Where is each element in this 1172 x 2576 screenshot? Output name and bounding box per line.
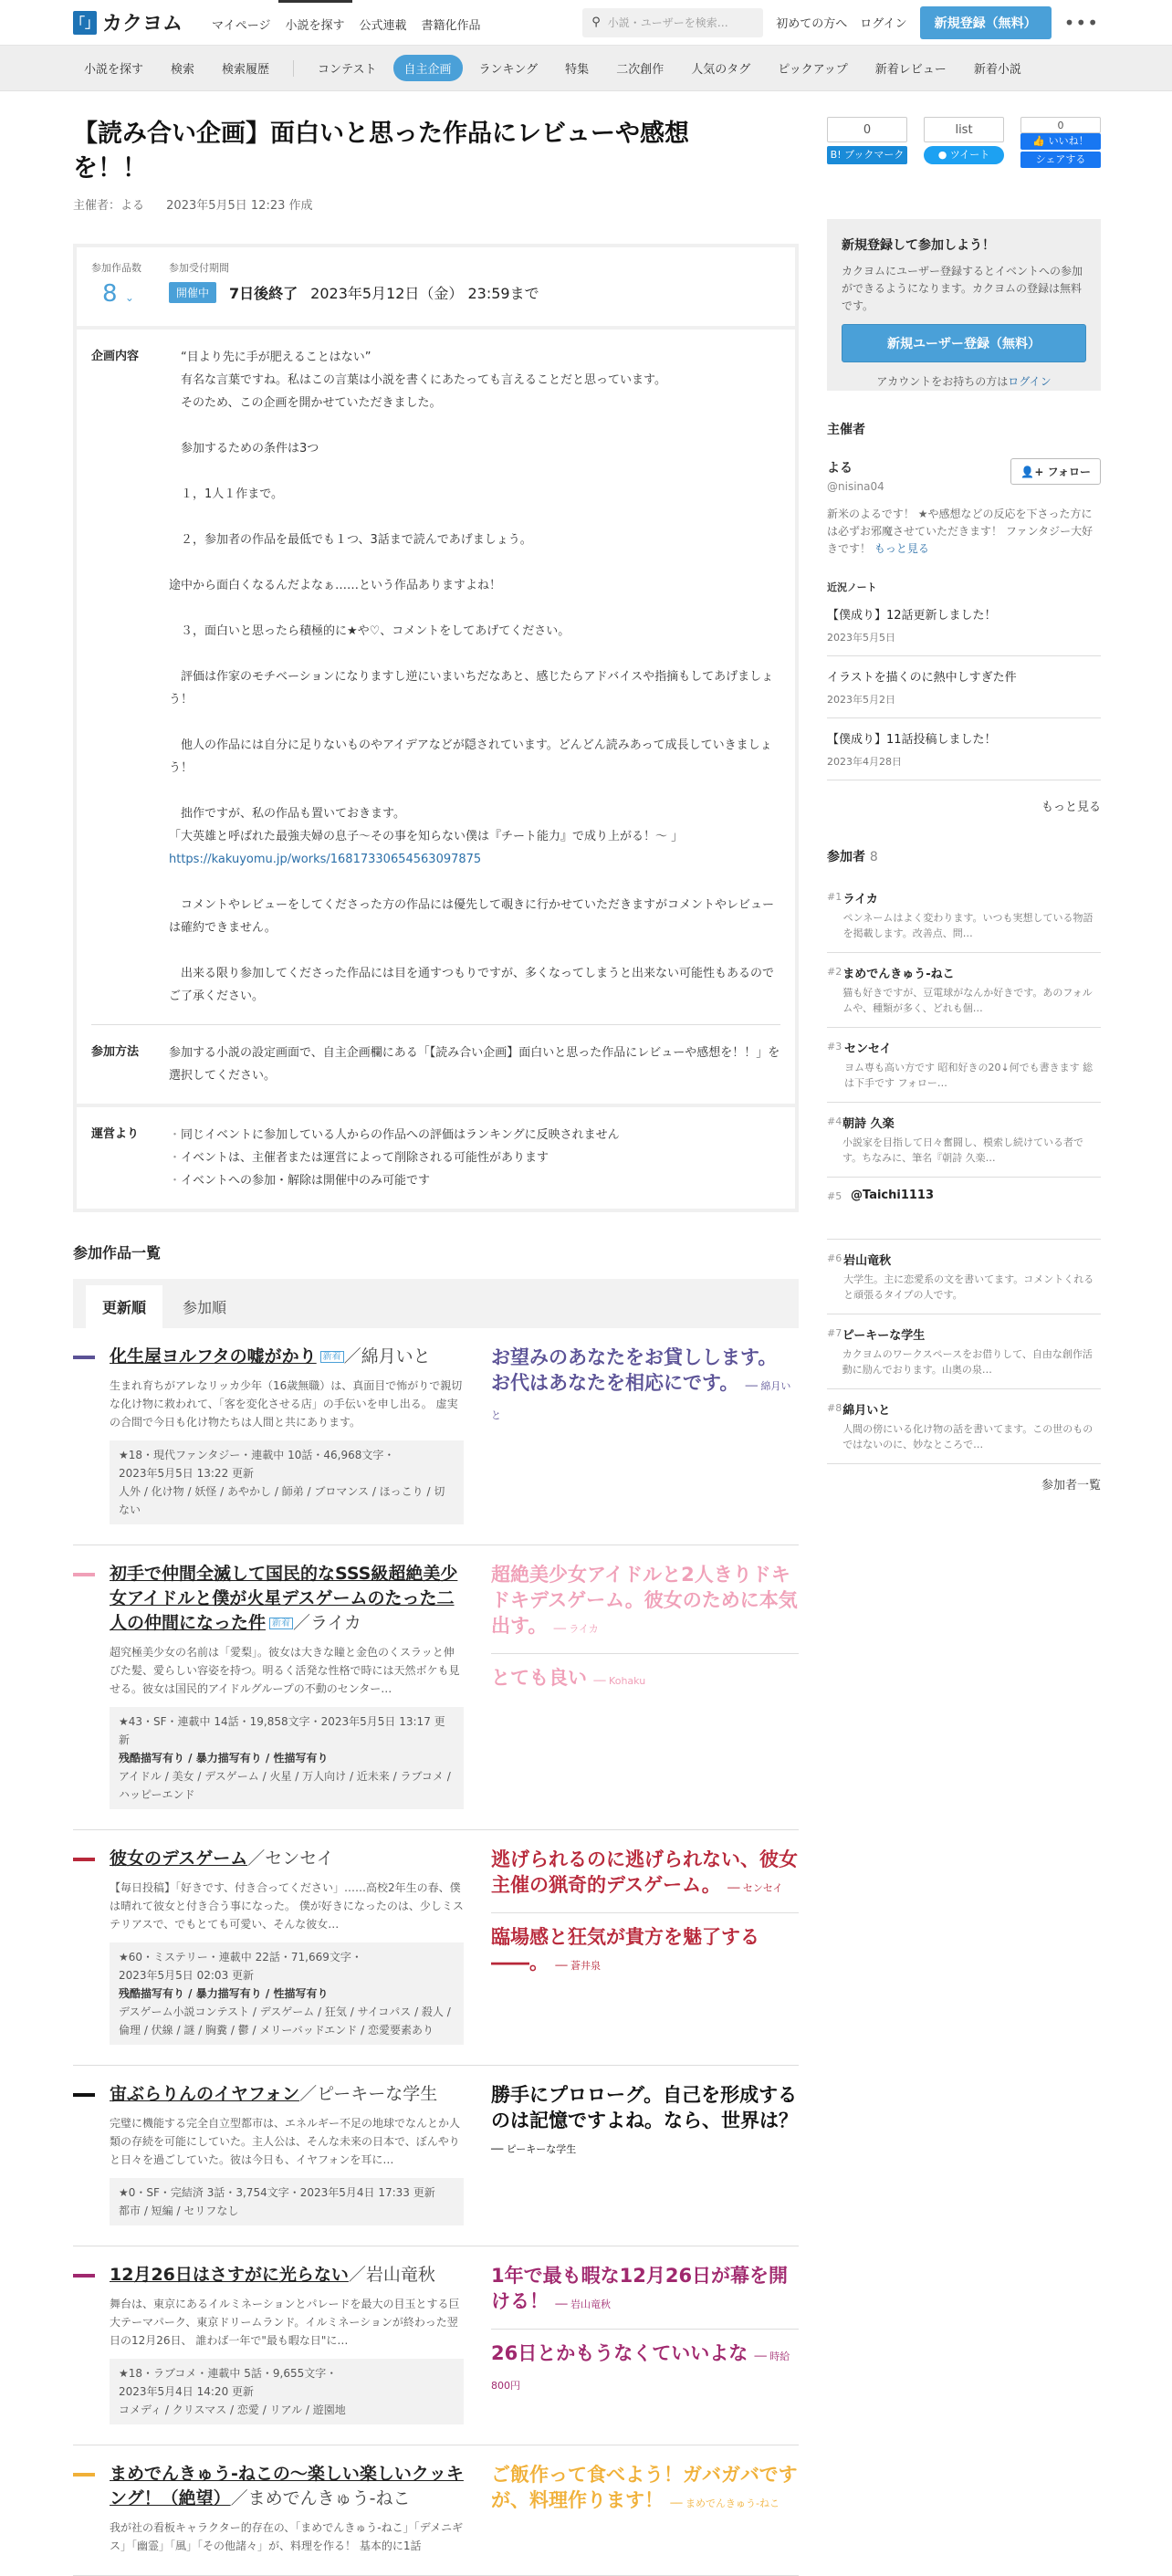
desc-line: 評価は作家のモチベーションになりますし逆にいまいちだなあと、感じたらアドバイスや指摘もしてあげましょう！	[169, 670, 774, 707]
catch-text: 26日とかもうなくていいよな	[491, 2342, 748, 2364]
follow-button[interactable]	[1010, 458, 1101, 485]
follow-icon: 👤+	[1020, 466, 1044, 478]
work-author[interactable]: ／ライカ	[293, 1613, 361, 1633]
desc-line	[169, 780, 780, 802]
work-item	[73, 2445, 799, 2576]
work-description: 我が社の看板キャラクター的存在の、「まめでんきゅう-ねこ」「デメニギス」「幽霊」「風」「その他諸々」が、料理を作る！ 基本的に1話	[110, 2521, 464, 2552]
participant-rank: #3	[827, 1041, 842, 1052]
new-badge: 新着	[320, 1351, 344, 1363]
participants-more-link[interactable]: 参加者一覧	[1041, 1479, 1101, 1492]
register-button[interactable]: 新規登録（無料）	[920, 6, 1052, 39]
desc-line: “目より先に手が肥えることはない”	[169, 351, 371, 364]
work-title-link[interactable]: 12月26日はさすがに光らない	[110, 2265, 349, 2285]
work-item	[73, 2066, 799, 2246]
participant-name: 綿月いと	[842, 1404, 891, 1418]
remaining-days: 7日後終了	[229, 285, 298, 302]
work-color-bar	[73, 2093, 95, 2097]
note-title: 【僕成り】11話投稿しました！	[827, 733, 997, 747]
work-info	[110, 1440, 464, 1524]
share-buttons	[827, 117, 1101, 168]
works-tabs	[73, 1279, 799, 1328]
participant-rank: #2	[827, 966, 842, 978]
desc-line	[169, 506, 780, 529]
desc-line	[169, 597, 780, 620]
work-info	[110, 2178, 464, 2225]
like-count: 0	[1020, 117, 1101, 133]
note-title: 【僕成り】12話更新しました！	[827, 609, 997, 623]
work-item	[73, 1328, 799, 1545]
participant-item[interactable]	[827, 1240, 1101, 1314]
catch-text: お望みのあなたをお貸しします。 お代はあなたを相応にです。	[491, 1346, 778, 1394]
work-title-link[interactable]: 彼女のデスゲーム	[110, 1848, 248, 1869]
site-logo[interactable]	[73, 8, 183, 37]
method-label: 参加方法	[91, 1045, 140, 1059]
rules-list	[169, 1124, 620, 1192]
more-menu-icon[interactable]: •••	[1063, 11, 1099, 34]
work-color-bar	[73, 1356, 95, 1359]
participant-rank: #6	[827, 1252, 842, 1264]
work-author[interactable]: ／綿月いと	[343, 1346, 431, 1367]
tweet-label: ツイート	[949, 149, 990, 161]
participant-name: ライカ	[842, 893, 878, 906]
catchphrase	[491, 1653, 799, 1694]
rules-label: 運営より	[91, 1127, 140, 1141]
desc-line	[169, 871, 780, 894]
signup-text: カクヨムにユーザー登録するとイベントへの参加ができるようになります。カクヨムの登録は無料です。	[842, 265, 1083, 312]
work-info-line: 残酷描写有り / 暴力描写有り / 性描写有り	[119, 1752, 329, 1764]
desc-line: コメントやレビューをしてくださった方の作品には優先して覗きに行かせていただきますがコメントやレビューは確約できません。	[169, 898, 775, 935]
login-prompt: アカウントをお持ちの方は	[876, 375, 1009, 388]
participant-desc: 猫も好きですが、豆電球がなんか好きです。あのフォルムや、種類が多く、どれも個…	[842, 987, 1093, 1014]
first-time-link[interactable]: 初めての方へ	[776, 17, 848, 31]
participant-desc: ヨム専も高い方です 昭和好きの20↓何でも書きます 総は下手です フォロー…	[843, 1062, 1094, 1089]
desc-line	[169, 414, 780, 437]
subnav-search[interactable]: 検索	[171, 63, 195, 77]
catch-author[interactable]: ── Kohaku	[593, 1675, 646, 1687]
catchphrase	[491, 2462, 799, 2517]
desc-line: そのため、この企画を開かせていただきました。	[169, 396, 442, 410]
subnav-fanfic[interactable]: 二次創作	[616, 63, 664, 77]
desc-line: 拙作ですが、私の作品も置いておきます。	[169, 807, 405, 821]
works-list	[73, 1328, 799, 2576]
subnav-events[interactable]: 自主企画	[393, 55, 463, 81]
subnav-find[interactable]: 小説を探す	[84, 63, 144, 77]
subnav-new-novels[interactable]: 新着小説	[973, 63, 1021, 77]
subnav-tags[interactable]: 人気のタグ	[691, 63, 751, 77]
page-title: 【読み合い企画】面白いと思った作品にレビューや感想を！！	[73, 120, 689, 183]
participant-item[interactable]	[827, 878, 1101, 953]
follow-label: フォロー	[1047, 466, 1091, 478]
participant-name: まめでんきゅう-ねこ	[842, 968, 955, 981]
catchphrase	[491, 1562, 799, 1642]
note-date: 2023年4月28日	[827, 756, 902, 768]
catch-author[interactable]: ── センセイ	[727, 1882, 783, 1894]
signup-login-link[interactable]: ログイン	[1008, 375, 1052, 388]
work-info-line: ★18・ラブコメ・連載中 5話・9,655文字・	[119, 2367, 338, 2380]
participant-desc: ペンネームはよく変わります。いつも実想している物語を掲載します。改善点、問…	[842, 912, 1094, 939]
subnav-history[interactable]: 検索履歴	[222, 63, 270, 77]
catchphrase	[491, 2082, 799, 2162]
work-description: 生まれ育ちがアレなリッカ少年（16歳無職）は、真面目で怖がりで親切な化け物に救われて、「客を変化させる店」の手伝いを申し出る。 虚実の合間で今日も化け物たちは人間と共にあります。	[110, 1379, 463, 1429]
created-date: 2023年5月5日 12:23 作成	[166, 199, 313, 213]
work-title-link[interactable]: 初手で仲間全滅して国民的なSSS級超絶美少女アイドルと僕が火星デスゲームのたった二人の仲間になった件	[110, 1564, 458, 1633]
fb-share-button[interactable]: シェアする	[1020, 152, 1101, 168]
count-label: 参加作品数	[91, 262, 141, 274]
note-item[interactable]	[827, 718, 1101, 780]
desc-line: 他人の作品には自分に足りないものやアイデアなどが隠されています。どんどん読みあって成長していきましょう！	[169, 738, 772, 775]
login-link[interactable]: ログイン	[860, 17, 907, 31]
desc-line: 参加するための条件は3つ	[169, 442, 319, 456]
catch-text: 勝手にプロローグ。自己を形成するのは記憶ですよね。なら、世界は？	[491, 2084, 798, 2131]
participant-desc: カクヨムのワークスペースをお借りして、自由な創作活動に励んでおります。山奥の泉…	[842, 1348, 1093, 1376]
work-title-link[interactable]: 化生屋ヨルフタの嘘がかり	[110, 1346, 317, 1367]
work-author[interactable]: ／まめでんきゅう-ねこ	[230, 2488, 411, 2508]
work-info-line: 2023年5月5日 13:22 更新	[119, 1467, 255, 1480]
logo-mark: 「」	[73, 11, 97, 35]
rule-item: ・ イベントへの参加・解除は開催中のみ可能です	[169, 1169, 620, 1192]
participant-item[interactable]	[827, 1314, 1101, 1389]
participants-title: 参加者	[827, 850, 865, 864]
catch-author[interactable]: ── 岩山竜秋	[555, 2299, 612, 2310]
participant-name: 岩山竜秋	[843, 1254, 892, 1268]
search-icon: ⚲	[591, 16, 601, 29]
period-label: 参加受付期間	[169, 262, 229, 274]
participants-count: 8	[869, 850, 878, 864]
host-more-link[interactable]: もっと見る	[874, 542, 929, 555]
desc-line	[169, 551, 780, 574]
signup-title: 新規登録して参加しよう！	[842, 238, 995, 253]
work-info-line: 残酷描写有り / 暴力描写有り / 性描写有り	[119, 1987, 329, 2000]
rule-item: ・ イベントは、主催者または運営によって削除される可能性があります	[169, 1147, 620, 1169]
catch-author[interactable]: ── ピーキーな学生	[491, 2143, 577, 2155]
method-text: 参加する小説の設定画面で、自主企画欄にある「【読み合い企画】面白いと思った作品にレビューや感想を！！」を選択してください。	[169, 1046, 780, 1083]
notes-more-link[interactable]: もっと見る	[1041, 801, 1101, 814]
work-title-link[interactable]: まめでんきゅう-ねこの〜楽しい楽しいクッキング！（絶望）	[110, 2464, 464, 2508]
work-color-bar	[73, 1573, 95, 1576]
desc-line	[169, 643, 780, 665]
nav-find-novels[interactable]: 小説を探す	[278, 0, 352, 46]
host-card	[827, 458, 1101, 814]
catch-text: 1年で最も暇な12月26日が幕を開ける！	[491, 2265, 789, 2312]
catch-text: とても良い	[491, 1667, 587, 1689]
work-info	[110, 1942, 464, 2045]
rule-item: ・ 同じイベントに参加している人からの作品への評価はランキングに反映されません	[169, 1124, 620, 1147]
subnav-feature[interactable]: 特集	[565, 63, 590, 77]
signup-button[interactable]: 新規ユーザー登録（無料）	[842, 324, 1086, 362]
desc-line: 有名な言葉ですね。私はこの言葉は小説を書くにあたっても言えることだと思っています。	[169, 373, 666, 387]
desc-line: ２，参加者の作品を最低でも１つ、3話まで読んであげましょう。	[169, 533, 532, 547]
host-label: 主催者：よる	[73, 199, 145, 213]
tab-updated[interactable]: 更新順	[86, 1285, 162, 1328]
participant-rank: #5	[827, 1190, 842, 1202]
catchphrase	[491, 1912, 799, 1979]
host-bio: 新米のよるです！ ★や感想などの反応を下さった方には必ずお邪魔させていただきます！ ファンタジー大好きです！	[827, 508, 1094, 555]
desc-line	[169, 711, 780, 734]
participant-item[interactable]	[827, 1103, 1101, 1178]
sidebar	[827, 117, 1101, 1492]
tab-joined[interactable]: 参加順	[183, 1299, 227, 1316]
end-date: 2023年5月12日（金） 23:59まで	[310, 285, 539, 302]
nav-mypage[interactable]: マイページ	[212, 18, 271, 33]
list-button[interactable]: list	[924, 117, 1004, 142]
catchphrase	[491, 2263, 799, 2318]
desc-line: 途中から面白くなるんだよなぁ……という作品ありますよね！	[169, 579, 502, 592]
work-info-line: アイドル / 美女 / デスゲーム / 火星 / 万人向け / 近未来 / ラブコメ / ハッピーエンド	[119, 1770, 451, 1801]
top-nav	[204, 0, 488, 46]
main-column	[73, 117, 799, 2576]
catch-text: 超絶美少女アイドルと2人きりドキドキデスゲーム。彼女のために本気出す。	[491, 1564, 798, 1637]
work-title-link[interactable]: 宙ぶらりんのイヤフォン	[110, 2084, 300, 2104]
work-color-bar	[73, 2473, 95, 2477]
catch-text: 逃げられるのに逃げられない、彼女主催の猟奇的デスゲーム。	[491, 1848, 798, 1896]
participant-rank: #1	[827, 891, 842, 903]
logo-text: カクヨム	[102, 13, 183, 36]
work-info-line: ★43・SF・連載中 14話・19,858文字・2023年5月5日 13:17 更新	[119, 1715, 445, 1746]
work-description: 超究極美少女の名前は「愛梨」。彼女は大きな瞳と金色のくスラッと伸びた髪、愛らしい容姿を持つ。明るく活発な性格で時には天然ボケも見せる。彼女は国民的アイドルグループの不動のセンター…	[110, 1646, 460, 1695]
participant-desc: 大学生。主に恋愛系の文を書いてます。コメントくれると頑張るタイプの人です。	[843, 1273, 1094, 1301]
works-heading: 参加作品一覧	[73, 1244, 162, 1262]
work-info-line: コメディ / クリスマス / 恋愛 / リアル / 遊園地	[119, 2403, 346, 2416]
work-info-line: 2023年5月4日 14:20 更新	[119, 2385, 255, 2398]
subnav-reviews[interactable]: 新着レビュー	[874, 63, 947, 77]
work-info-line: 2023年5月5日 02:03 更新	[119, 1969, 255, 1982]
subnav-contest[interactable]: コンテスト	[318, 63, 377, 77]
participants-list	[827, 878, 1101, 1464]
host-name[interactable]: よる	[827, 461, 853, 476]
participant-name: センセイ	[843, 1042, 892, 1056]
work-author[interactable]: ／センセイ	[247, 1848, 334, 1869]
work-url-link[interactable]: https://kakuyomu.jp/works/16817330654563097875	[169, 853, 482, 866]
desc-line: 「大英雄と呼ばれた最強夫婦の息子～その事を知らない僕は『チート能力』で成り上がる！～ 」	[169, 830, 684, 843]
subnav-divider	[293, 60, 294, 77]
hatena-count: 0	[827, 117, 907, 142]
work-author[interactable]: ／ピーキーな学生	[299, 2084, 438, 2104]
host-id: @nisina04	[827, 480, 884, 493]
participant-rank: #4	[827, 1115, 842, 1127]
status-badge: 開催中	[169, 282, 216, 303]
event-info-box	[73, 244, 799, 1212]
work-item	[73, 1830, 799, 2066]
catch-author[interactable]: ── ライカ	[553, 1623, 599, 1635]
work-color-bar	[73, 1858, 95, 1861]
participant-item[interactable]	[827, 1178, 1101, 1240]
participant-name: @Taichi1113	[851, 1189, 935, 1202]
note-title: イラストを描くのに熱中しすぎた件	[827, 671, 1017, 685]
catch-text: 臨場感と狂気が貴方を魅了する――。	[491, 1926, 759, 1974]
participant-item[interactable]	[827, 1389, 1101, 1464]
subnav-pickup[interactable]: ピックアップ	[778, 63, 848, 77]
participant-desc: 小説家を目指して日々奮闘し、模索し続けている者です。ちなみに、筆名『朝詩 久楽…	[842, 1136, 1084, 1164]
desc-line: １，1人１作まで。	[169, 487, 284, 501]
desc-line	[169, 460, 780, 483]
subnav-ranking[interactable]: ランキング	[478, 63, 539, 77]
catchphrase	[491, 1345, 799, 1429]
participant-name: ピーキーな学生	[842, 1329, 926, 1343]
catch-author[interactable]: ── 蒼井泉	[555, 1960, 602, 1972]
signup-box	[827, 219, 1101, 391]
work-author[interactable]: ／岩山竜秋	[348, 2265, 435, 2285]
participant-item[interactable]	[827, 953, 1101, 1028]
sub-nav	[0, 46, 1172, 91]
note-item[interactable]	[827, 594, 1101, 656]
work-item	[73, 1545, 799, 1830]
catch-author[interactable]: ── まめでんきゅう-ねこ	[670, 2497, 780, 2509]
note-item[interactable]	[827, 656, 1101, 718]
like-button[interactable]: 👍 いいね！	[1020, 133, 1101, 150]
work-info-line: ★60・ミステリー・連載中 22話・71,669文字・	[119, 1951, 362, 1963]
chevron-down-icon: ⌄	[124, 291, 134, 304]
entry-count-value: 8	[102, 280, 118, 308]
event-description	[169, 346, 780, 1008]
desc-line: ３，面白いと思ったら積極的に★や♡、コメントをしてあげてください。	[169, 624, 570, 638]
work-description: 舞台は、東京にあるイルミネーションとパレードを最大の目玉とする巨大テーマパーク、東京ドリームランド。イルミネーションが終わった翌日の12月26日、 誰わば一年で"最も暇な日"に…	[110, 2298, 460, 2347]
participant-item[interactable]	[827, 1028, 1101, 1103]
work-item	[73, 2246, 799, 2445]
entry-count[interactable]	[91, 280, 141, 308]
catchphrase	[491, 2329, 799, 2399]
host-heading: 主催者	[827, 423, 865, 437]
notes-heading: 近況ノート	[827, 581, 877, 593]
work-info	[110, 1707, 464, 1809]
work-info-line: デスゲーム小説コンテスト / デスゲーム / 狂気 / サイコパス / 殺人 / 倫理 / 伏線 / 謎 / 胸糞 / 鬱 / メリーバッドエンド / 恋愛要素あり	[119, 2005, 451, 2037]
work-description: 【毎日投稿】「好きです、付き合ってください」……高校2年生の春、僕は晴れて彼女と付き合う事になった。 僕が好きになったのは、少しミステリアスで、でもとても可愛い、そんな彼女…	[110, 1881, 464, 1931]
tweet-button[interactable]: ● ツイート	[924, 146, 1004, 164]
content-label: 企画内容	[91, 350, 140, 363]
catch-author[interactable]: ── 綿月いと	[491, 1380, 791, 1421]
desc-line	[169, 939, 780, 962]
hatena-bookmark-button[interactable]: B! ブックマーク	[827, 146, 907, 164]
note-date: 2023年5月5日	[827, 632, 895, 644]
top-header	[0, 0, 1172, 46]
note-date: 2023年5月2日	[827, 694, 895, 706]
desc-line: 出来る限り参加してくださった作品には目を通すつもりですが、多くなってしまうと出来ない可能性もあるのでご了承ください。	[169, 967, 775, 1003]
catch-text: ご飯作って食べよう！ガバガバですが、料理作ります！	[491, 2464, 798, 2511]
work-color-bar	[73, 2274, 95, 2278]
participant-rank: #8	[827, 1402, 842, 1414]
catchphrase	[491, 1847, 799, 1901]
search-input[interactable]	[582, 8, 763, 37]
work-info-line: 都市 / 短編 / セリフなし	[119, 2204, 239, 2217]
participants-heading	[827, 847, 1101, 865]
work-description: 完璧に機能する完全自立型都市は、エネルギー不足の地球でなんとか人類の存続を可能にしていた。主人公は、そんな未来の日本で、ぼんやりと日々を過ごしていた。彼は今日も、イヤフォンを耳に…	[110, 2117, 461, 2166]
search-placeholder: 小説・ユーザーを検索…	[607, 16, 728, 29]
participant-name: 朝詩 久楽	[842, 1117, 895, 1131]
like-label: いいね！	[1048, 135, 1089, 147]
nav-published[interactable]: 書籍化作品	[421, 18, 481, 33]
work-info-line: ★18・現代ファンタジー・連載中 10話・46,968文字・	[119, 1449, 395, 1461]
participant-rank: #7	[827, 1327, 842, 1339]
nav-official[interactable]: 公式連載	[359, 18, 407, 33]
work-info-line: 人外 / 化け物 / 妖怪 / あやかし / 師弟 / ブロマンス / ほっこり / 切ない	[119, 1485, 445, 1516]
new-badge: 新着	[269, 1618, 293, 1629]
work-info	[110, 2359, 464, 2424]
work-info-line: ★0・SF・完結済 3話・3,754文字・2023年5月4日 17:33 更新	[119, 2186, 435, 2199]
catch-author[interactable]: ── 時給800円	[491, 2351, 790, 2392]
participant-desc: 人間の傍にいる化け物の話を書いてます。この世のものではないのに、妙なところで…	[842, 1423, 1094, 1450]
